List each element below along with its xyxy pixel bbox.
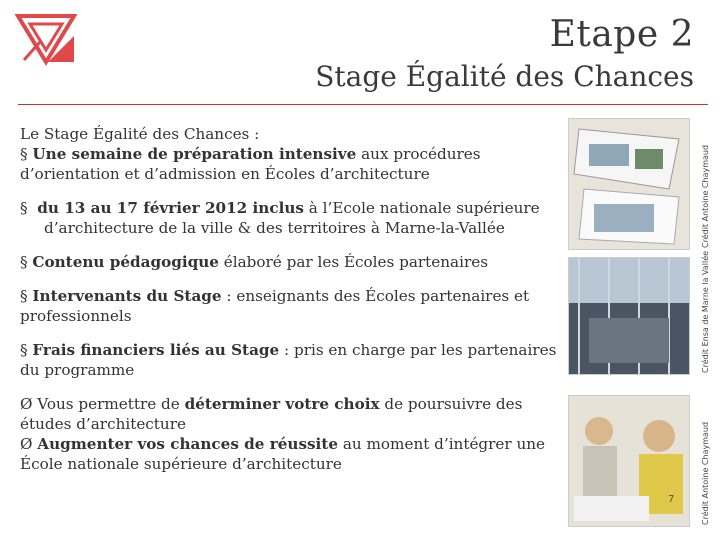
photo-credit: Crédit Antoine Chaymaud [701, 144, 710, 248]
intro-text: Le Stage Égalité des Chances : [20, 125, 260, 143]
photo-credit: Crédit Antoine Chaymaud [701, 421, 710, 525]
arrow-item: Ø Augmenter vos chances de réussite au moment d’intégrer une École nationale supérieure d’architecture [20, 435, 546, 473]
page-subtitle: Stage Égalité des Chances [315, 60, 694, 93]
main-content [20, 124, 575, 474]
photo-building [568, 257, 690, 375]
bullet-item: § Une semaine de préparation intensive aux procédures d’orientation et d’admission en Écoles d’architecture [20, 145, 481, 183]
photo-students [568, 395, 690, 527]
page-number: 7 [668, 494, 675, 505]
title-divider [18, 104, 708, 105]
bullet-item: § Contenu pédagogique élaboré par les Écoles partenaires [20, 253, 489, 271]
page-title: Etape 2 [549, 14, 694, 55]
bullet-item: § Intervenants du Stage : enseignants des Écoles partenaires et professionnels [20, 287, 530, 325]
photo-documents [568, 118, 690, 250]
arrow-item: Ø Vous permettre de déterminer votre choix de poursuivre des études d’architecture [20, 395, 523, 433]
logo-icon [14, 12, 78, 66]
bullet-item: § du 13 au 17 février 2012 inclus à l’Ecole nationale supérieure d’architecture de la ville & des territoires à Marne-la-Vallée [20, 199, 540, 237]
photo-credit: Crédit Ensa de Marne la Vallée [701, 250, 710, 373]
bullet-item: § Frais financiers liés au Stage : pris en charge par les partenaires du programme [20, 341, 557, 379]
